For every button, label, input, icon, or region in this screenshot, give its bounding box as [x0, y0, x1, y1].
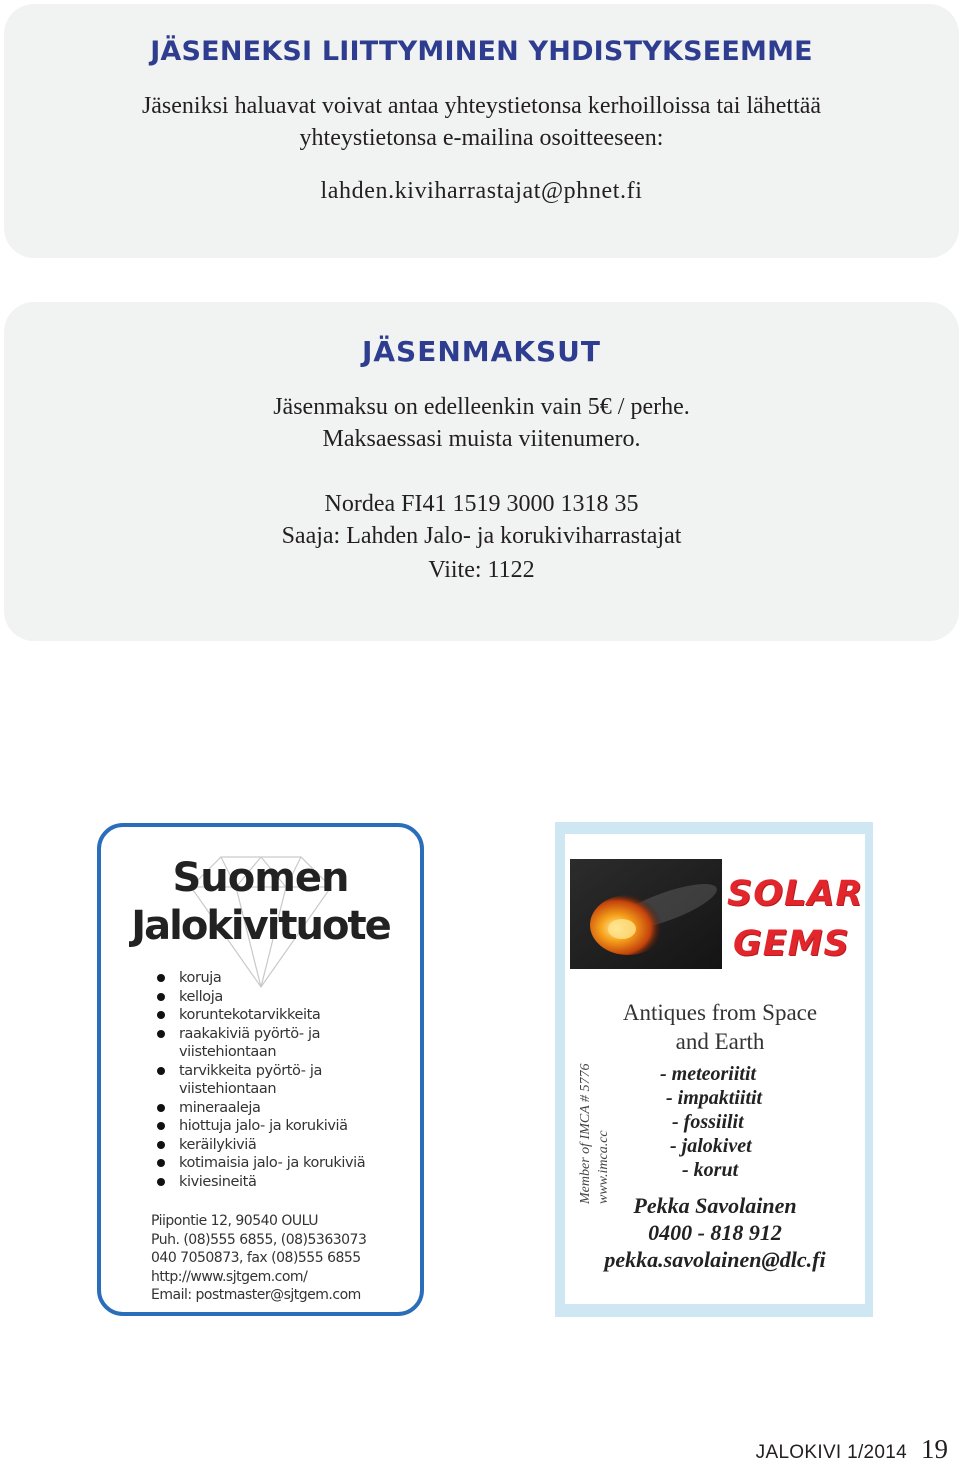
ad1-list-item — [157, 969, 365, 988]
ad2-list-item: - korut — [682, 1159, 739, 1181]
ad1-list-item — [157, 1099, 365, 1118]
ad2-tagline-line-2: and Earth — [675, 1029, 765, 1054]
bullet-icon — [157, 1122, 165, 1130]
join-email[interactable]: lahden.kiviharrastajat@phnet.fi — [320, 178, 643, 204]
fees-heading: JÄSENMAKSUT — [361, 335, 602, 368]
ad1-list-item — [157, 1006, 365, 1025]
imca-membership: Member of IMCA # 5776 — [578, 1063, 593, 1204]
ad1-list-item-text: tarvikkeita pyörtö- ja — [179, 1062, 322, 1079]
ad1-list-item — [157, 988, 365, 1007]
ad2-product-list — [660, 1062, 762, 1182]
ad1-list-item-text: koruja — [179, 970, 222, 986]
membership-join-panel — [4, 4, 959, 258]
ad1-contact-line: http://www.sjtgem.com/ — [151, 1268, 308, 1285]
ad1-list-item-text: koruntekotarvikkeita — [179, 1007, 321, 1023]
imca-website: www.imca.cc — [596, 1130, 611, 1204]
payment-reference: Viite: 1122 — [428, 557, 535, 583]
ad1-contact-line: 040 7050873, fax (08)555 6855 — [151, 1250, 361, 1266]
ad1-list-item-text: viistehiontaan — [179, 1044, 277, 1060]
ad2-list-item: - jalokivet — [670, 1135, 752, 1157]
meteor-image — [570, 859, 722, 969]
ad1-list-item — [157, 1080, 365, 1099]
ad1-contact-info — [151, 1212, 366, 1305]
ad1-list-item-text: kiviesineitä — [179, 1173, 257, 1190]
fees-text-line-1: Jäsenmaksu on edelleenkin vain 5€ / perhe. — [273, 394, 690, 420]
ad1-list-item — [157, 1154, 365, 1173]
bullet-icon — [157, 1178, 165, 1186]
ad2-list-item: - impaktiitit — [666, 1087, 763, 1109]
ad1-title-line-1: Suomen — [172, 855, 349, 901]
ad1-contact-line: Puh. (08)555 6855, (08)5363073 — [151, 1231, 367, 1248]
ad1-list-item-text: viistehiontaan — [179, 1081, 277, 1097]
bullet-icon — [157, 1030, 165, 1038]
ad1-list-item — [157, 1136, 365, 1155]
ad2-contact-email[interactable]: pekka.savolainen@dlc.fi — [604, 1247, 826, 1272]
solar-gems-ad-inner — [565, 834, 865, 1304]
ad1-list-item — [157, 1043, 365, 1062]
brand-gems: GEMS — [733, 924, 850, 964]
bullet-icon — [157, 1011, 165, 1019]
payment-recipient: Saaja: Lahden Jalo- ja korukiviharrastajat — [281, 523, 682, 549]
bullet-icon — [157, 993, 165, 1001]
ad2-list-item: - fossiilit — [672, 1111, 744, 1133]
bullet-icon — [157, 1141, 165, 1149]
brand-solar: SOLAR — [727, 874, 864, 914]
membership-fees-panel — [4, 302, 959, 641]
fees-text-line-2: Maksaessasi muista viitenumero. — [322, 426, 641, 452]
ad1-list-item-text: mineraaleja — [179, 1099, 261, 1116]
ad1-list-item-text: keräilykiviä — [179, 1136, 257, 1153]
page-footer — [756, 1434, 948, 1465]
ad1-list-item — [157, 1062, 365, 1081]
ad2-tagline-line-1: Antiques from Space — [622, 1000, 818, 1025]
ad1-title-line-2: Jalokivituote — [131, 903, 390, 949]
bullet-icon — [157, 1067, 165, 1075]
ad1-list-item-text: hiottuja jalo- ja korukiviä — [179, 1118, 348, 1134]
imca-membership-vertical — [577, 1064, 613, 1205]
magazine-issue: JALOKIVI 1/2014 — [755, 1442, 907, 1463]
ad1-list-item-text: raakakiviä pyörtö- ja — [179, 1025, 321, 1042]
ad1-list-item-text: kotimaisia jalo- ja korukiviä — [179, 1155, 366, 1171]
ad2-contact-phone: 0400 - 818 912 — [648, 1220, 782, 1245]
solar-gems-ad — [555, 822, 873, 1317]
page-number: 19 — [921, 1434, 948, 1464]
join-text-line-1: Jäseniksi haluavat voivat antaa yhteystietonsa kerhoilloissa tai lähettää — [141, 93, 822, 119]
ad1-list-item — [157, 1025, 365, 1044]
suomen-jalokivituote-ad — [97, 823, 424, 1316]
ad1-list-item — [157, 1117, 365, 1136]
bullet-icon — [157, 974, 165, 982]
ad1-list-item — [157, 1173, 365, 1192]
ad2-contact — [565, 1192, 865, 1273]
ad1-product-list — [157, 969, 365, 1191]
bullet-icon — [157, 1104, 165, 1112]
ad2-tagline — [595, 998, 845, 1056]
join-text-line-2: yhteystietonsa e-mailina osoitteeseen: — [299, 125, 664, 151]
bank-account: Nordea FI41 1519 3000 1318 35 — [324, 491, 639, 517]
ad2-list-item: - meteoriitit — [660, 1063, 757, 1085]
ad2-contact-name: Pekka Savolainen — [633, 1193, 797, 1218]
ad1-list-item-text: kelloja — [179, 988, 223, 1005]
ad1-contact-line: Piipontie 12, 90540 OULU — [151, 1213, 318, 1229]
join-heading: JÄSENEKSI LIITTYMINEN YHDISTYKSEEMME — [150, 36, 813, 67]
ad1-contact-line: Email: postmaster@sjtgem.com — [151, 1287, 361, 1303]
bullet-icon — [157, 1159, 165, 1167]
